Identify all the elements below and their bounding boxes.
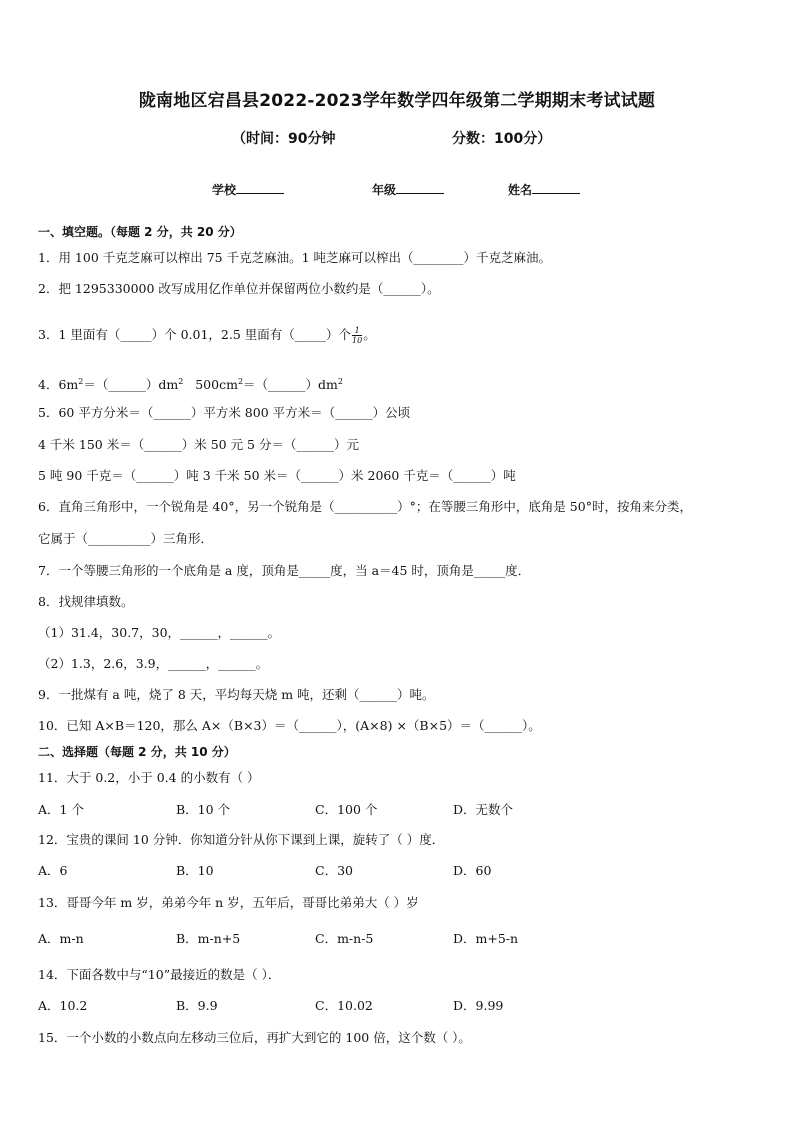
question-9: 9．一批煤有 a 吨，烧了 8 天，平均每天烧 m 吨，还剩（______）吨。 [38, 687, 435, 702]
q12-option-c[interactable]: C．30 [315, 863, 353, 878]
question-8-2: （2）1.3，2.6，3.9，______，______。 [38, 656, 269, 671]
question-14: 14．下面各数中与“10”最接近的数是（ ）． [38, 967, 281, 982]
page-title: 陇南地区宕昌县2022-2023学年数学四年级第二学期期末考试试题 [138, 91, 656, 111]
exam-score: 分数：100分） [452, 131, 552, 147]
question-8-1: （1）31.4，30.7，30，______，______。 [38, 625, 281, 640]
name-field[interactable] [508, 180, 580, 198]
question-7: 7．一个等腰三角形的一个底角是 a 度，顶角是_____度，当 a＝45 时，顶角是_____度． [38, 563, 531, 578]
school-blank [236, 180, 284, 194]
q12-option-d[interactable]: D．60 [453, 863, 492, 878]
question-5-line-2: 4 千米 150 米＝（______）米 50 元 5 分＝（______）元 [38, 437, 359, 452]
school-field[interactable] [212, 180, 284, 198]
question-6-line-1: 6．直角三角形中，一个锐角是 40°，另一个锐角是（__________）°；在等腰三角形中，底角是 50°时，按角来分类， [38, 499, 692, 514]
q14-option-c[interactable]: C．10.02 [315, 998, 373, 1013]
name-blank [532, 180, 580, 194]
exam-time: （时间：90分钟 [232, 131, 336, 147]
grade-field[interactable] [372, 180, 444, 198]
q14-option-d[interactable]: D．9.99 [453, 998, 504, 1013]
question-4: 4．$6m^2=(\_\_\_\_\_\_)dm^2$ $500cm^2=(\_\_\_\_\_\_)dm^2$ [38, 377, 343, 393]
name-label: 姓名 [508, 183, 533, 197]
question-11: 11．大于 0.2，小于 0.4 的小数有（ ） [38, 770, 260, 785]
q14-option-a[interactable]: A．10.2 [38, 998, 88, 1013]
q11-option-a[interactable]: A．1 个 [38, 802, 84, 817]
question-3-text: 3．1 里面有（_____）个 0.01，2.5 里面有（_____）个 [38, 327, 352, 342]
question-6-line-2: 它属于（__________）三角形． [38, 531, 214, 546]
q11-option-b[interactable]: B．10 个 [176, 802, 231, 817]
q12-option-a[interactable]: A．6 [38, 863, 68, 878]
question-10: 10．已知 A×B＝120，那么 A×（B×3）＝（______），(A×8) ×（B×5）＝（______）。 [38, 718, 541, 733]
question-12: 12．宝贵的课间 10 分钟．你知道分针从你下课到上课，旋转了（ ）度． [38, 832, 445, 847]
school-label: 学校 [212, 183, 237, 197]
grade-label: 年级 [372, 183, 397, 197]
section-fill-in: 一、填空题。（每题 2 分，共 20 分） [38, 225, 242, 239]
question-2: 2．把 1295330000 改写成用亿作单位并保留两位小数约是（______）。 [38, 281, 440, 296]
q11-option-c[interactable]: C．100 个 [315, 802, 378, 817]
student-info [0, 180, 794, 202]
exam-meta [0, 128, 794, 152]
question-5-line-1: 5．60 平方分米＝（______）平方米 800 平方米＝（______）公顷 [38, 405, 411, 420]
question-15: 15．一个小数的小数点向左移动三位后，再扩大到它的 100 倍，这个数（ ）。 [38, 1030, 471, 1045]
q14-option-b[interactable]: B．9.9 [176, 998, 218, 1013]
fraction-one-tenth: $\frac{1}{10}$ [352, 326, 363, 345]
grade-blank [396, 180, 444, 194]
q13-option-a[interactable]: A．m-n [38, 931, 84, 946]
question-8: 8．找规律填数。 [38, 594, 134, 609]
question-3: 3．1 里面有（_____）个 0.01，2.5 里面有（_____）个 $\frac{1}{10}$ 。 [38, 326, 376, 345]
q13-option-d[interactable]: D．m+5-n [453, 931, 519, 946]
q13-option-b[interactable]: B．m-n+5 [176, 931, 241, 946]
q11-option-d[interactable]: D．无数个 [453, 802, 514, 817]
question-13: 13．哥哥今年 m 岁，弟弟今年 n 岁，五年后，哥哥比弟弟大（ ）岁 [38, 895, 419, 910]
q12-option-b[interactable]: B．10 [176, 863, 214, 878]
question-1: 1．用 100 千克芝麻可以榨出 75 千克芝麻油。1 吨芝麻可以榨出（________）千克芝麻油。 [38, 250, 552, 265]
section-multiple-choice: 二、选择题（每题 2 分，共 10 分） [38, 745, 236, 759]
question-5-line-3: 5 吨 90 千克＝（______）吨 3 千米 50 米＝（______）米 2060 千克＝（______）吨 [38, 468, 516, 483]
q13-option-c[interactable]: C．m-n-5 [315, 931, 374, 946]
